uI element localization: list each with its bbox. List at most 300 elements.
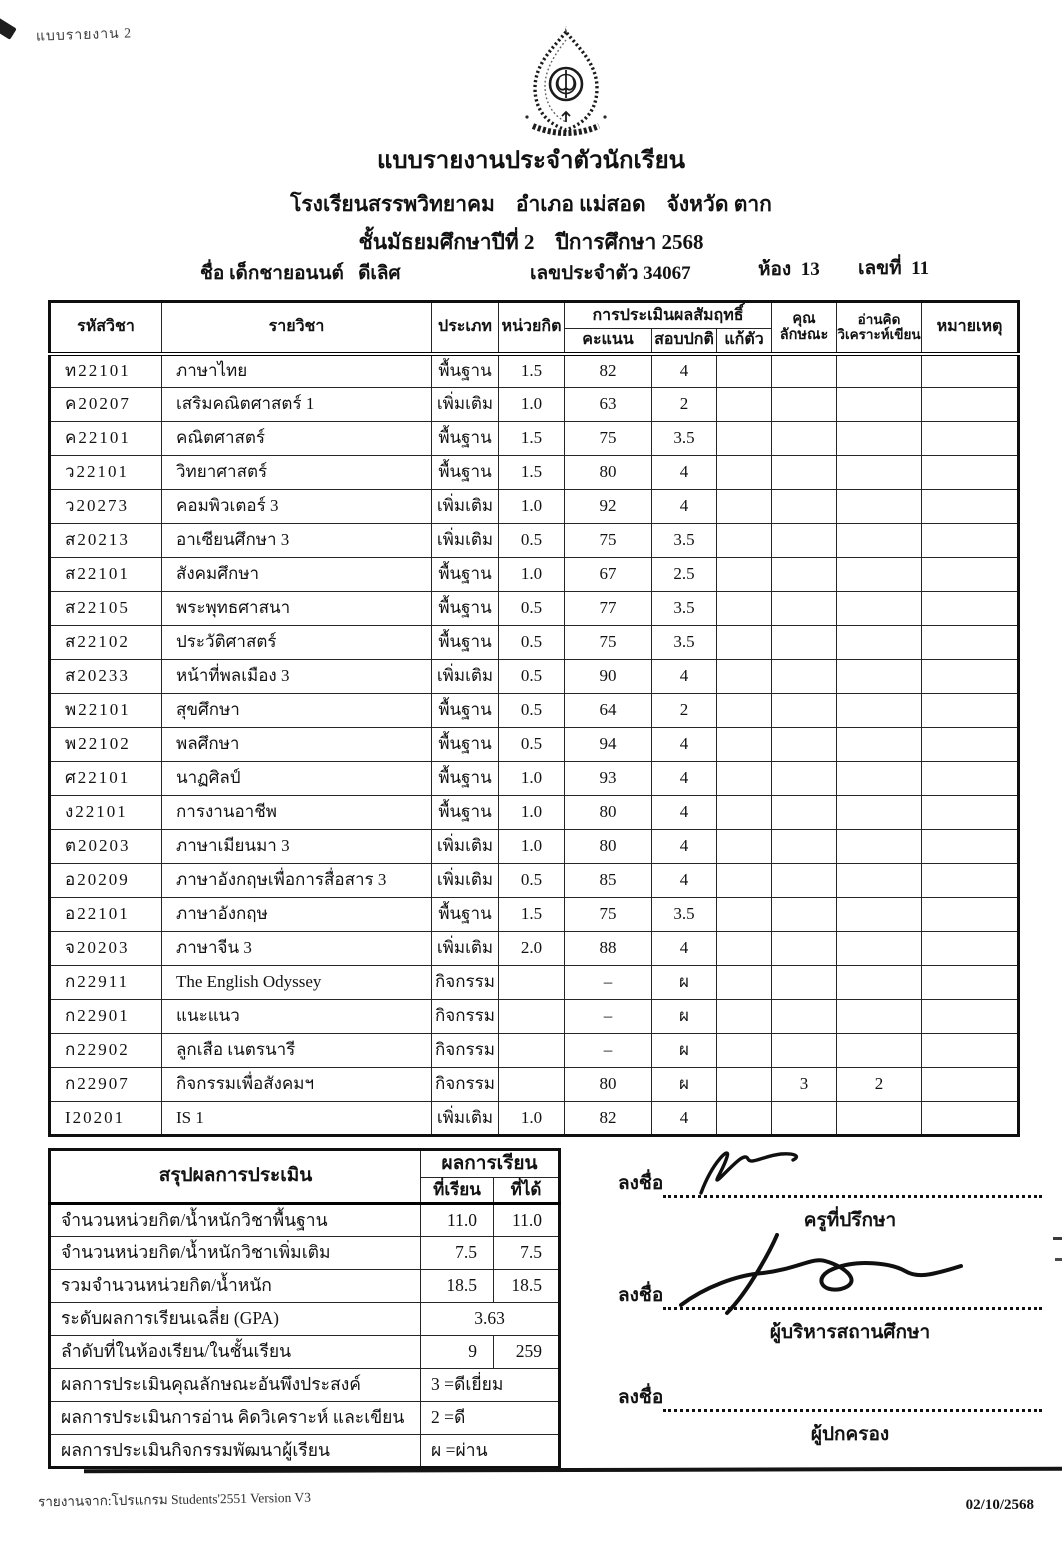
grade-cell-subject: การงานอาชีพ xyxy=(162,796,432,830)
grade-cell-credits: 1.0 xyxy=(499,796,565,830)
grade-cell-quality xyxy=(772,932,837,966)
grade-cell-remark xyxy=(922,830,1019,864)
grade-cell-quality xyxy=(772,422,837,456)
grade-cell-type: พื้นฐาน xyxy=(432,796,499,830)
grade-cell-grade: 4 xyxy=(652,456,717,490)
grades-rows xyxy=(50,354,1019,1136)
grade-cell-remark xyxy=(922,762,1019,796)
grade-cell-quality xyxy=(772,796,837,830)
grade-cell-reading xyxy=(837,728,922,762)
signature-role: ผู้บริหารสถานศึกษา xyxy=(769,1322,931,1343)
grade-cell-retake xyxy=(717,592,772,626)
grade-cell-score: – xyxy=(565,1034,652,1068)
grade-cell-reading xyxy=(837,1000,922,1034)
summary-row-total: รวมจำนวนหน่วยกิต/น้ำหนัก 18.5 18.5 xyxy=(50,1270,560,1303)
grade-cell-reading xyxy=(837,626,922,660)
grade-cell-quality xyxy=(772,1000,837,1034)
grade-cell-quality xyxy=(772,592,837,626)
grade-row xyxy=(50,660,1019,694)
header-code: รหัสวิชา xyxy=(50,302,162,354)
grade-cell-score: 88 xyxy=(565,932,652,966)
grade-cell-remark xyxy=(922,898,1019,932)
grade-cell-score: 64 xyxy=(565,694,652,728)
grade-cell-retake xyxy=(717,762,772,796)
grade-cell-credits xyxy=(499,1034,565,1068)
grade-cell-reading xyxy=(837,932,922,966)
grade-cell-grade: 4 xyxy=(652,830,717,864)
grade-cell-retake xyxy=(717,354,772,388)
grade-cell-score: 75 xyxy=(565,626,652,660)
grade-cell-grade: 4 xyxy=(652,796,717,830)
grade-cell-credits: 0.5 xyxy=(499,626,565,660)
grade-cell-grade: 4 xyxy=(652,762,717,796)
summary-row-rank: ลำดับที่ในห้องเรียน/ในชั้นเรียน 9 259 xyxy=(50,1336,560,1369)
grade-cell-score: – xyxy=(565,966,652,1000)
grade-cell-credits xyxy=(499,1000,565,1034)
grade-cell-grade: ผ xyxy=(652,1034,717,1068)
signature-line xyxy=(663,1172,1042,1198)
grade-cell-subject: สุขศึกษา xyxy=(162,694,432,728)
grade-cell-remark xyxy=(922,592,1019,626)
grade-cell-type: เพิ่มเติม xyxy=(432,388,499,422)
grade-cell-code: ก22902 xyxy=(50,1034,162,1068)
grade-cell-code: อ22101 xyxy=(50,898,162,932)
grade-cell-code: ก22907 xyxy=(50,1068,162,1102)
grade-cell-reading xyxy=(837,694,922,728)
grade-cell-subject: พระพุทธศาสนา xyxy=(162,592,432,626)
grade-cell-score: 75 xyxy=(565,422,652,456)
summary-title: สรุปผลการประเมิน xyxy=(50,1150,421,1204)
grade-cell-credits: 1.0 xyxy=(499,490,565,524)
header-score: คะแนน xyxy=(565,329,652,354)
grade-row xyxy=(50,966,1019,1000)
grade-cell-quality xyxy=(772,558,837,592)
grade-cell-quality xyxy=(772,762,837,796)
grade-cell-grade: ผ xyxy=(652,966,717,1000)
grade-cell-credits: 1.0 xyxy=(499,762,565,796)
summary-row-gpa: ระดับผลการเรียนเฉลี่ย (GPA) 3.63 xyxy=(50,1303,560,1336)
grade-cell-code: อ20209 xyxy=(50,864,162,898)
grade-cell-subject: ภาษาอังกฤษเพื่อการสื่อสาร 3 xyxy=(162,864,432,898)
grade-cell-remark xyxy=(922,1034,1019,1068)
student-room: ห้อง 13 xyxy=(758,259,820,280)
grade-cell-subject: นาฏศิลป์ xyxy=(162,762,432,796)
grade-row xyxy=(50,354,1019,388)
grade-cell-score: 80 xyxy=(565,456,652,490)
grade-cell-remark xyxy=(922,456,1019,490)
grade-cell-reading: 2 xyxy=(837,1068,922,1102)
grade-cell-code: ส22102 xyxy=(50,626,162,660)
grade-cell-reading xyxy=(837,524,922,558)
grade-cell-type: เพิ่มเติม xyxy=(432,932,499,966)
grade-cell-retake xyxy=(717,796,772,830)
grade-row xyxy=(50,1068,1019,1102)
grade-cell-subject: คอมพิวเตอร์ 3 xyxy=(162,490,432,524)
grade-cell-remark xyxy=(922,388,1019,422)
header-reading: อ่านคิด วิเคราะห์เขียน xyxy=(837,302,922,354)
signature-block-advisor xyxy=(618,1168,1042,1235)
grade-cell-type: พื้นฐาน xyxy=(432,592,499,626)
grade-cell-reading xyxy=(837,660,922,694)
grade-cell-retake xyxy=(717,1068,772,1102)
grade-cell-score: 80 xyxy=(565,796,652,830)
grade-cell-retake xyxy=(717,626,772,660)
grade-row xyxy=(50,728,1019,762)
grade-cell-type: พื้นฐาน xyxy=(432,728,499,762)
grade-cell-remark xyxy=(922,558,1019,592)
page-title: แบบรายงานประจำตัวนักเรียน xyxy=(376,148,686,174)
signature-role: ผู้ปกครอง xyxy=(810,1424,890,1445)
grade-cell-code: พ22102 xyxy=(50,728,162,762)
header-quality: คุณ ลักษณะ xyxy=(772,302,837,354)
grade-cell-remark xyxy=(922,932,1019,966)
grade-cell-reading xyxy=(837,898,922,932)
grade-cell-type: พื้นฐาน xyxy=(432,422,499,456)
grade-cell-credits: 0.5 xyxy=(499,728,565,762)
grade-cell-retake xyxy=(717,456,772,490)
grade-cell-code: ก22911 xyxy=(50,966,162,1000)
grade-cell-code: ว20273 xyxy=(50,490,162,524)
grade-row xyxy=(50,864,1019,898)
summary-row-extra: จำนวนหน่วยกิต/น้ำหนักวิชาเพิ่มเติม 7.5 7.5 xyxy=(50,1237,560,1270)
grade-cell-grade: 2 xyxy=(652,388,717,422)
grade-cell-code: ค22101 xyxy=(50,422,162,456)
student-name: ชื่อ เด็กชายอนนต์ ดีเลิศ xyxy=(200,263,401,284)
grade-cell-credits: 1.0 xyxy=(499,830,565,864)
grade-cell-subject: IS 1 xyxy=(162,1102,432,1136)
scan-artifact xyxy=(1053,1237,1062,1240)
grade-cell-grade: ผ xyxy=(652,1000,717,1034)
grade-cell-type: เพิ่มเติม xyxy=(432,524,499,558)
grade-cell-credits: 1.5 xyxy=(499,422,565,456)
grade-cell-score: 67 xyxy=(565,558,652,592)
grade-cell-subject: สังคมศึกษา xyxy=(162,558,432,592)
grade-row xyxy=(50,1102,1019,1136)
grade-cell-credits: 1.5 xyxy=(499,456,565,490)
header-normal-exam: สอบปกติ xyxy=(652,329,717,354)
grade-cell-retake xyxy=(717,422,772,456)
grade-cell-type: เพิ่มเติม xyxy=(432,490,499,524)
grade-cell-remark xyxy=(922,422,1019,456)
grade-cell-type: กิจกรรม xyxy=(432,1034,499,1068)
grade-cell-reading xyxy=(837,762,922,796)
grade-cell-score: 82 xyxy=(565,354,652,388)
grade-cell-type: พื้นฐาน xyxy=(432,694,499,728)
grade-cell-retake xyxy=(717,898,772,932)
grade-cell-grade: 4 xyxy=(652,864,717,898)
grade-cell-grade: 2 xyxy=(652,694,717,728)
grade-cell-grade: 3.5 xyxy=(652,898,717,932)
grade-cell-type: พื้นฐาน xyxy=(432,354,499,388)
footer-source: รายงานจาก:โปรแกรม Students'2551 Version V3 xyxy=(37,1489,312,1510)
grade-cell-score: 85 xyxy=(565,864,652,898)
grade-cell-quality xyxy=(772,694,837,728)
grade-cell-remark xyxy=(922,966,1019,1000)
grade-cell-retake xyxy=(717,830,772,864)
header-assessment: การประเมินผลสัมฤทธิ์ xyxy=(565,302,772,329)
grade-cell-code: I20201 xyxy=(50,1102,162,1136)
grade-cell-subject: วิทยาศาสตร์ xyxy=(162,456,432,490)
grade-cell-grade: 3.5 xyxy=(652,524,717,558)
grade-cell-quality xyxy=(772,660,837,694)
grade-cell-reading xyxy=(837,966,922,1000)
signature-line xyxy=(663,1284,1042,1310)
grade-cell-remark xyxy=(922,728,1019,762)
grade-row xyxy=(50,762,1019,796)
grade-cell-reading xyxy=(837,422,922,456)
grade-cell-score: 90 xyxy=(565,660,652,694)
grade-cell-reading xyxy=(837,558,922,592)
grade-cell-quality xyxy=(772,728,837,762)
grade-cell-retake xyxy=(717,864,772,898)
grade-cell-subject: หน้าที่พลเมือง 3 xyxy=(162,660,432,694)
grade-cell-grade: 4 xyxy=(652,1102,717,1136)
grade-cell-quality xyxy=(772,354,837,388)
summary-result-header: ผลการเรียน xyxy=(421,1150,560,1178)
grade-row xyxy=(50,898,1019,932)
grade-cell-score: 93 xyxy=(565,762,652,796)
grade-row xyxy=(50,932,1019,966)
grade-cell-quality xyxy=(772,490,837,524)
grade-row xyxy=(50,626,1019,660)
grade-cell-credits: 1.0 xyxy=(499,1102,565,1136)
grade-cell-remark xyxy=(922,1102,1019,1136)
signature-line xyxy=(663,1386,1042,1412)
grade-row xyxy=(50,694,1019,728)
grade-cell-type: กิจกรรม xyxy=(432,966,499,1000)
grade-cell-quality xyxy=(772,1102,837,1136)
grade-cell-retake xyxy=(717,966,772,1000)
grade-cell-grade: 4 xyxy=(652,490,717,524)
grade-cell-code: ก22901 xyxy=(50,1000,162,1034)
grade-cell-grade: 4 xyxy=(652,660,717,694)
grade-cell-remark xyxy=(922,660,1019,694)
summary-row-activity: ผลการประเมินกิจกรรมพัฒนาผู้เรียน ผ =ผ่าน xyxy=(50,1435,560,1468)
grade-cell-credits: 0.5 xyxy=(499,694,565,728)
grade-cell-remark xyxy=(922,1068,1019,1102)
grade-cell-credits: 1.0 xyxy=(499,388,565,422)
grade-cell-score: 80 xyxy=(565,1068,652,1102)
grade-cell-reading xyxy=(837,796,922,830)
summary-table xyxy=(48,1148,561,1469)
grade-cell-code: จ20203 xyxy=(50,932,162,966)
grade-row xyxy=(50,558,1019,592)
grade-cell-reading xyxy=(837,830,922,864)
grade-cell-score: 77 xyxy=(565,592,652,626)
grade-cell-type: เพิ่มเติม xyxy=(432,660,499,694)
grade-cell-retake xyxy=(717,1102,772,1136)
signature-role: ครูที่ปรึกษา xyxy=(803,1210,897,1231)
grade-cell-reading xyxy=(837,456,922,490)
grade-cell-quality xyxy=(772,1034,837,1068)
grade-cell-type: เพิ่มเติม xyxy=(432,1102,499,1136)
grade-cell-grade: 2.5 xyxy=(652,558,717,592)
grade-cell-credits: 0.5 xyxy=(499,592,565,626)
grade-cell-type: พื้นฐาน xyxy=(432,762,499,796)
summary-received-header: ที่ได้ xyxy=(494,1178,560,1204)
grade-cell-subject: คณิตศาสตร์ xyxy=(162,422,432,456)
grade-cell-grade: 3.5 xyxy=(652,592,717,626)
grade-cell-code: ส22101 xyxy=(50,558,162,592)
student-id: เลขประจำตัว 34067 xyxy=(530,263,691,284)
header-retake: แก้ตัว xyxy=(717,329,772,354)
grade-cell-remark xyxy=(922,864,1019,898)
grade-cell-credits xyxy=(499,966,565,1000)
grade-cell-quality xyxy=(772,456,837,490)
grade-cell-subject: ภาษาอังกฤษ xyxy=(162,898,432,932)
sign-label: ลงชื่อ xyxy=(618,1387,664,1408)
grade-cell-code: ง22101 xyxy=(50,796,162,830)
grade-cell-remark xyxy=(922,694,1019,728)
grade-cell-remark xyxy=(922,524,1019,558)
header-credits: หน่วยกิต xyxy=(499,302,565,354)
grade-cell-retake xyxy=(717,1000,772,1034)
grade-cell-code: พ22101 xyxy=(50,694,162,728)
grade-cell-credits: 0.5 xyxy=(499,864,565,898)
grade-cell-code: ส22105 xyxy=(50,592,162,626)
grade-cell-subject: ภาษาจีน 3 xyxy=(162,932,432,966)
grade-cell-quality xyxy=(772,388,837,422)
grade-row xyxy=(50,592,1019,626)
grade-cell-reading xyxy=(837,1102,922,1136)
signature-block-guardian xyxy=(618,1382,1042,1449)
grade-cell-retake xyxy=(717,388,772,422)
grade-cell-credits: 1.5 xyxy=(499,898,565,932)
grade-cell-type: พื้นฐาน xyxy=(432,558,499,592)
sign-label: ลงชื่อ xyxy=(618,1285,664,1306)
grade-cell-grade: 3.5 xyxy=(652,626,717,660)
grade-row xyxy=(50,796,1019,830)
summary-row-reading: ผลการประเมินการอ่าน คิดวิเคราะห์ และเขียน 2 =ดี xyxy=(50,1402,560,1435)
grade-cell-code: ท22101 xyxy=(50,354,162,388)
student-number: เลขที่ 11 xyxy=(858,258,930,279)
grade-cell-type: กิจกรรม xyxy=(432,1000,499,1034)
grade-cell-retake xyxy=(717,1034,772,1068)
grade-row xyxy=(50,490,1019,524)
grade-cell-quality xyxy=(772,864,837,898)
header-type: ประเภท xyxy=(432,302,499,354)
grade-cell-score: 75 xyxy=(565,898,652,932)
grade-cell-grade: 3.5 xyxy=(652,422,717,456)
grade-cell-quality xyxy=(772,898,837,932)
student-info-line xyxy=(0,258,1062,288)
grade-cell-subject: อาเซียนศึกษา 3 xyxy=(162,524,432,558)
grade-cell-code: ส20213 xyxy=(50,524,162,558)
grade-cell-retake xyxy=(717,558,772,592)
header-remark: หมายเหตุ xyxy=(922,302,1019,354)
grade-cell-remark xyxy=(922,1000,1019,1034)
grade-cell-credits: 2.0 xyxy=(499,932,565,966)
grade-cell-credits xyxy=(499,1068,565,1102)
grade-cell-type: พื้นฐาน xyxy=(432,456,499,490)
grade-cell-score: – xyxy=(565,1000,652,1034)
grade-cell-remark xyxy=(922,490,1019,524)
grade-cell-credits: 0.5 xyxy=(499,524,565,558)
header-subject: รายวิชา xyxy=(162,302,432,354)
grade-row xyxy=(50,830,1019,864)
grade-cell-credits: 1.5 xyxy=(499,354,565,388)
grade-cell-score: 75 xyxy=(565,524,652,558)
grade-cell-quality xyxy=(772,830,837,864)
scan-artifact xyxy=(0,17,17,40)
grade-cell-code: ส20233 xyxy=(50,660,162,694)
grade-cell-grade: 4 xyxy=(652,728,717,762)
grade-cell-remark xyxy=(922,354,1019,388)
administrator-signature-icon xyxy=(665,1233,975,1321)
grade-cell-score: 92 xyxy=(565,490,652,524)
grade-cell-quality xyxy=(772,626,837,660)
summary-row-quality: ผลการประเมินคุณลักษณะอันพึงประสงค์ 3 =ดีเยี่ยม xyxy=(50,1369,560,1402)
grade-cell-quality xyxy=(772,524,837,558)
grade-cell-retake xyxy=(717,490,772,524)
grade-cell-subject: พลศึกษา xyxy=(162,728,432,762)
grade-cell-reading xyxy=(837,354,922,388)
grade-cell-retake xyxy=(717,932,772,966)
grade-row xyxy=(50,388,1019,422)
grade-cell-type: พื้นฐาน xyxy=(432,898,499,932)
advisor-signature-icon xyxy=(691,1143,826,1201)
grade-cell-retake xyxy=(717,660,772,694)
grade-cell-retake xyxy=(717,694,772,728)
grade-cell-subject: The English Odyssey xyxy=(162,966,432,1000)
grade-cell-reading xyxy=(837,592,922,626)
school-line: โรงเรียนสรรพวิทยาคม อำเภอ แม่สอด จังหวัด ตาก xyxy=(290,192,772,216)
grade-cell-retake xyxy=(717,728,772,762)
grade-cell-subject: ลูกเสือ เนตรนารี xyxy=(162,1034,432,1068)
grade-cell-type: เพิ่มเติม xyxy=(432,830,499,864)
footer-date: 02/10/2568 xyxy=(965,1497,1034,1513)
grade-cell-code: ว22101 xyxy=(50,456,162,490)
grade-cell-credits: 1.0 xyxy=(499,558,565,592)
summary-earned-header: ที่เรียน xyxy=(421,1178,494,1204)
grade-row xyxy=(50,456,1019,490)
form-number-label: แบบรายงาน 2 xyxy=(35,26,133,45)
grade-cell-reading xyxy=(837,388,922,422)
grade-cell-reading xyxy=(837,490,922,524)
grades-table xyxy=(48,300,1020,1137)
grade-cell-code: ศ22101 xyxy=(50,762,162,796)
scan-artifact xyxy=(1055,1258,1062,1261)
grade-cell-subject: แนะแนว xyxy=(162,1000,432,1034)
grade-cell-subject: เสริมคณิตศาสตร์ 1 xyxy=(162,388,432,422)
grade-cell-grade: 4 xyxy=(652,354,717,388)
grade-cell-retake xyxy=(717,524,772,558)
grade-cell-subject: ภาษาเมียนมา 3 xyxy=(162,830,432,864)
grade-cell-score: 94 xyxy=(565,728,652,762)
grade-cell-subject: กิจกรรมเพื่อสังคมฯ xyxy=(162,1068,432,1102)
grade-row xyxy=(50,422,1019,456)
grade-cell-grade: 4 xyxy=(652,932,717,966)
grade-cell-code: ต20203 xyxy=(50,830,162,864)
summary-row-basic: จำนวนหน่วยกิต/น้ำหนักวิชาพื้นฐาน 11.0 11.0 xyxy=(50,1204,560,1237)
sign-label: ลงชื่อ xyxy=(618,1173,664,1194)
grade-cell-code: ค20207 xyxy=(50,388,162,422)
grade-cell-type: กิจกรรม xyxy=(432,1068,499,1102)
school-crest-logo xyxy=(521,26,611,136)
grade-cell-score: 80 xyxy=(565,830,652,864)
grade-cell-remark xyxy=(922,626,1019,660)
grade-cell-remark xyxy=(922,796,1019,830)
grade-cell-subject: ภาษาไทย xyxy=(162,354,432,388)
grade-cell-score: 82 xyxy=(565,1102,652,1136)
grade-row xyxy=(50,1034,1019,1068)
grade-cell-type: พื้นฐาน xyxy=(432,626,499,660)
grade-cell-reading xyxy=(837,1034,922,1068)
signature-block-administrator xyxy=(618,1280,1042,1347)
grade-cell-quality xyxy=(772,966,837,1000)
grade-cell-grade: ผ xyxy=(652,1068,717,1102)
grade-cell-reading xyxy=(837,864,922,898)
